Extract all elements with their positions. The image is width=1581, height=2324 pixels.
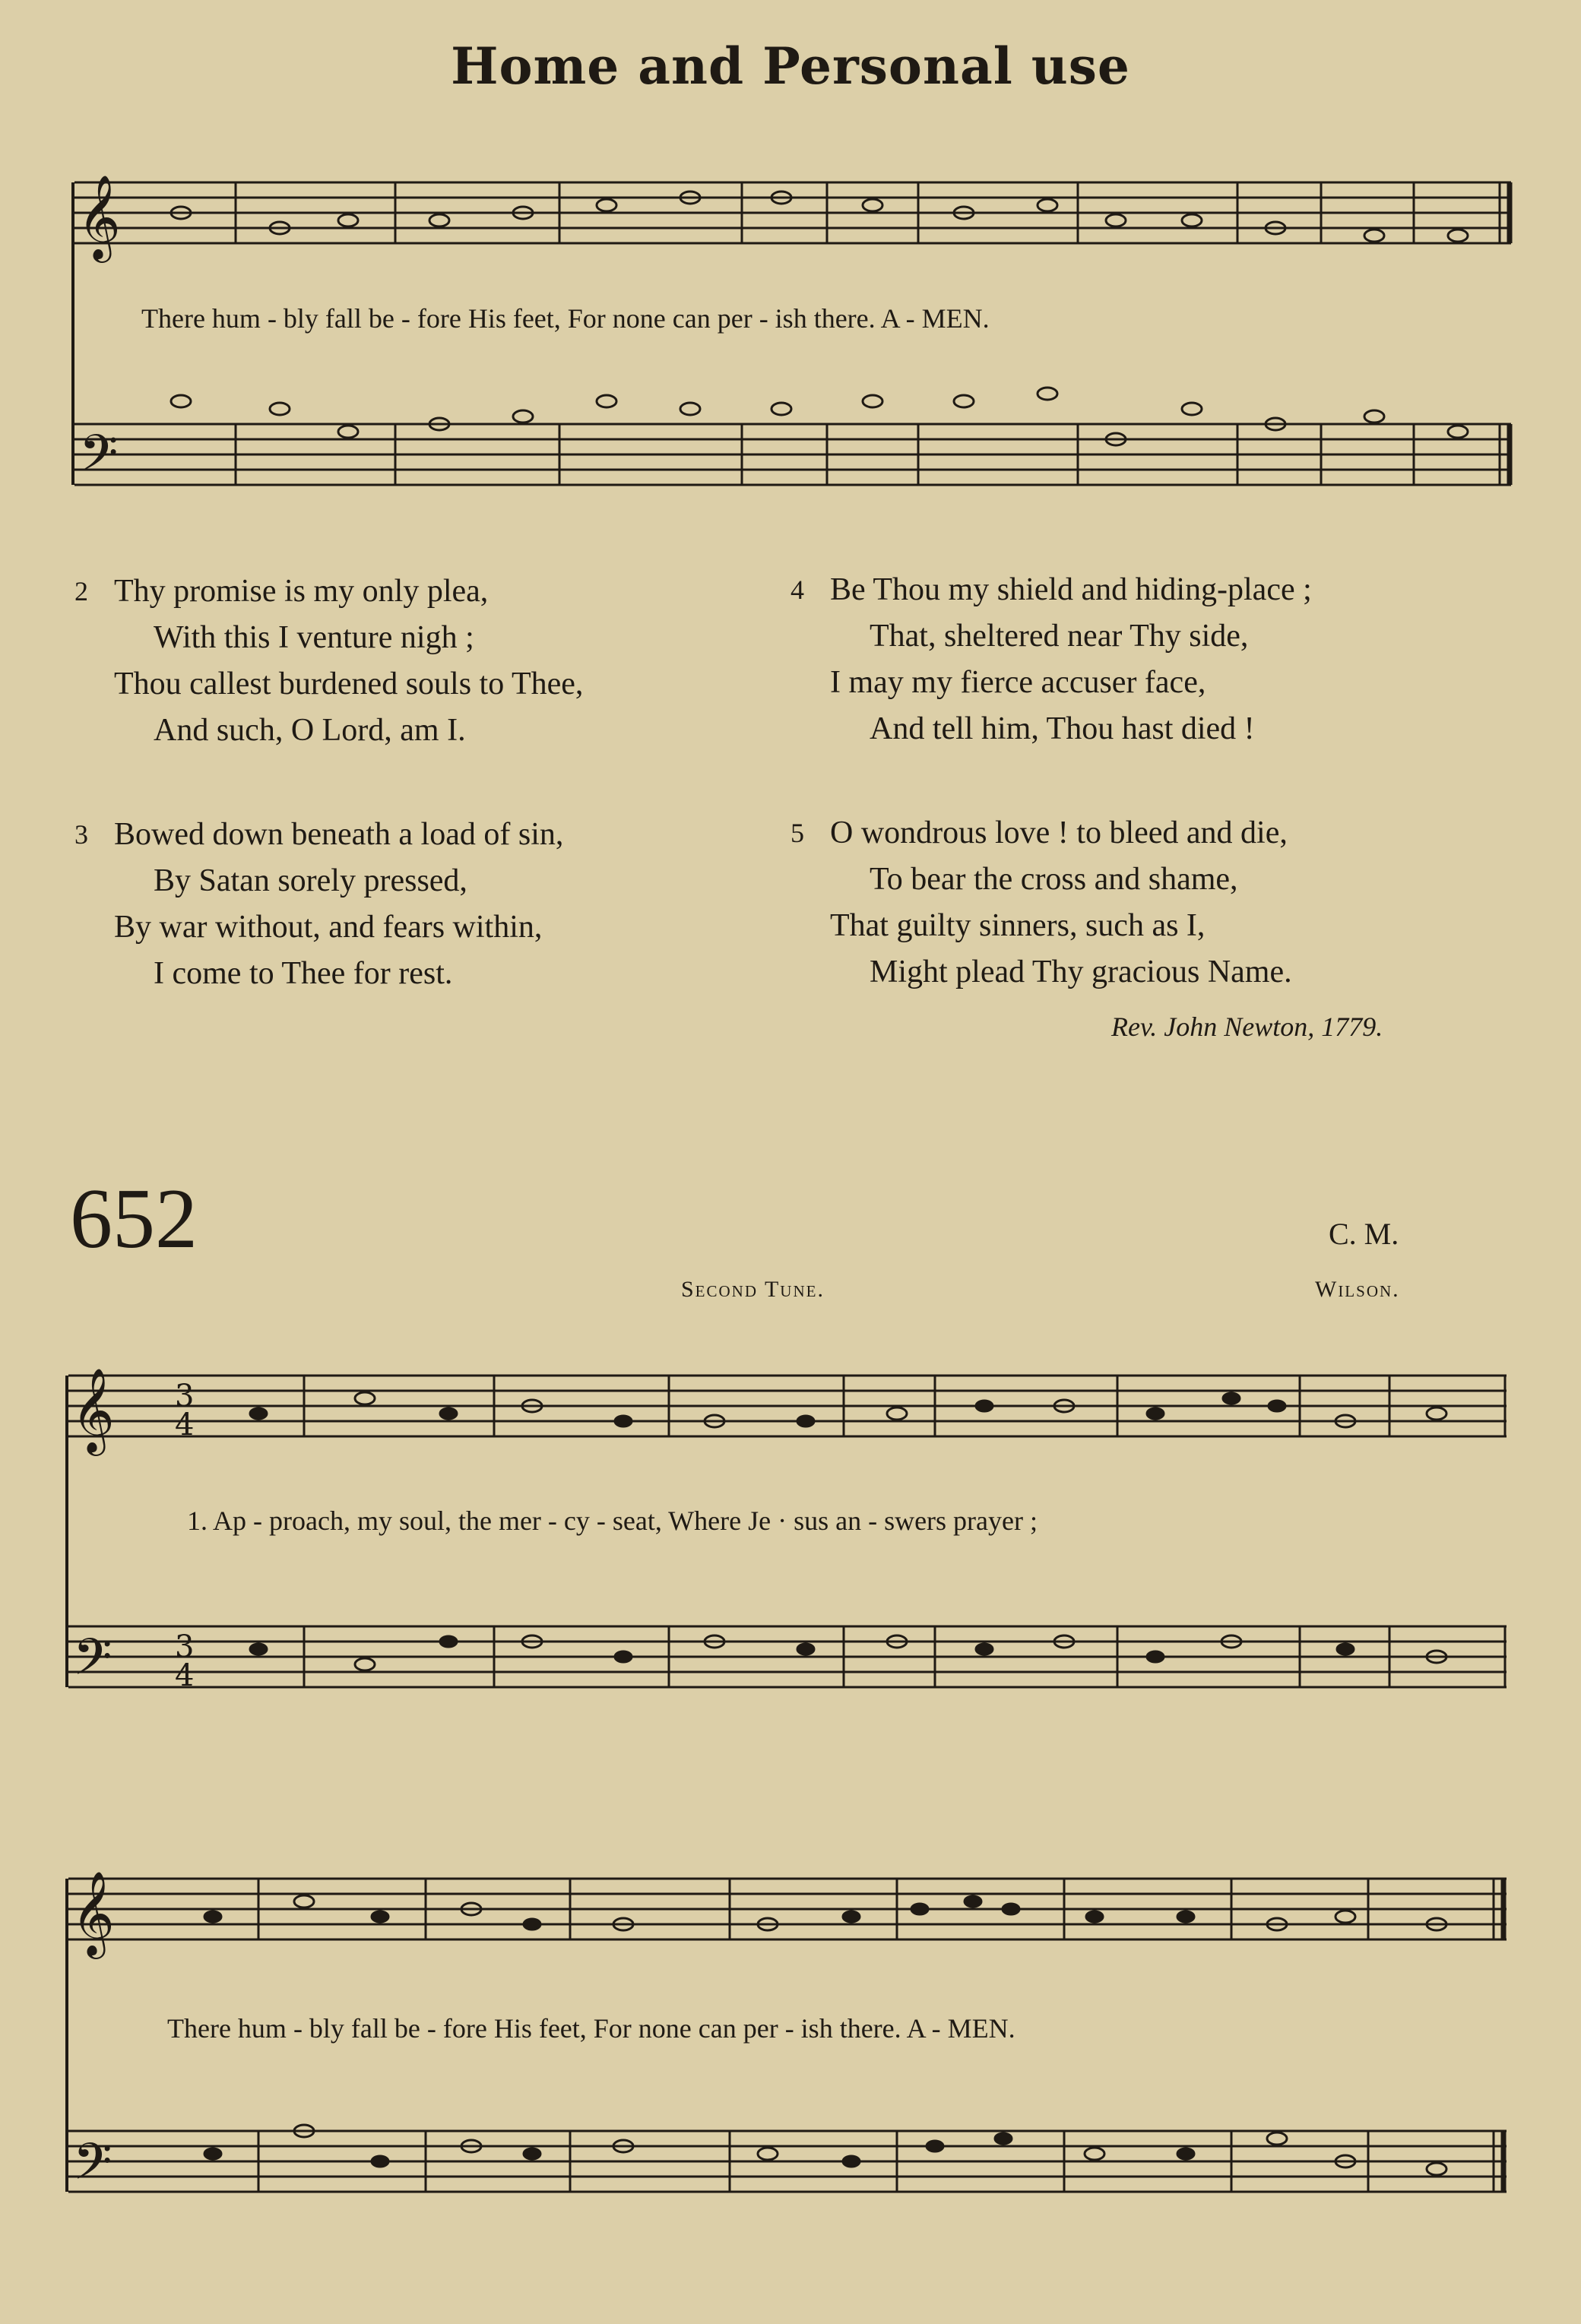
music-system-652-line-2: [61, 1842, 1528, 2248]
lyric-line-652-1: 1. Ap - proach, my soul, the mer - cy - seat, Where Je · sus an - swers prayer ;: [187, 1506, 1038, 1536]
verse-line: I come to Thee for rest.: [154, 956, 453, 991]
svg-text:𝄞: 𝄞: [71, 1870, 115, 1955]
author-credit: Rev. John Newton, 1779.: [1111, 1012, 1383, 1042]
verse-number: 4: [790, 575, 804, 605]
meter: C. M.: [1329, 1217, 1399, 1251]
svg-text:𝄢: 𝄢: [73, 1628, 112, 1699]
verse-line: By war without, and fears within,: [114, 910, 543, 945]
verse-line: To bear the cross and shame,: [870, 862, 1238, 897]
verse-2: [74, 568, 584, 754]
verse-line: And such, O Lord, am I.: [154, 713, 466, 748]
verse-line: With this I venture nigh ;: [154, 620, 474, 655]
verse-line: Bowed down beneath a load of sin,: [114, 817, 564, 852]
svg-text:𝄢: 𝄢: [79, 424, 119, 495]
music-system-652-line-1: [61, 1338, 1528, 1748]
verse-line: Might plead Thy gracious Name.: [870, 955, 1292, 989]
verse-line: That, sheltered near Thy side,: [870, 619, 1249, 654]
tune-label: Second Tune.: [681, 1277, 825, 1302]
verse-3: [74, 812, 564, 997]
svg-text:𝄞: 𝄞: [71, 1367, 115, 1452]
time-sig-top: 3: [175, 1379, 195, 1414]
hymn-number: 652: [70, 1172, 198, 1266]
verse-line: O wondrous love ! to bleed and die,: [830, 815, 1288, 850]
music-system-prev-hymn: [67, 143, 1526, 530]
time-sig-bottom: 4: [175, 1407, 195, 1442]
verse-line: Be Thou my shield and hiding-place ;: [830, 572, 1312, 607]
verse-line: Thy promise is my only plea,: [114, 574, 489, 609]
svg-text:4: 4: [175, 1658, 195, 1693]
svg-text:𝄞: 𝄞: [78, 174, 121, 259]
lyric-line-prev: There hum - bly fall be - fore His feet, For none can per - ish there. A - MEN.: [141, 303, 990, 334]
verse-number: 5: [790, 818, 804, 848]
verse-line: And tell him, Thou hast died !: [870, 711, 1255, 746]
verse-line: I may my fierce accuser face,: [830, 665, 1206, 700]
verse-4: [790, 567, 1312, 752]
page-title: Home and Personal use: [451, 36, 1130, 96]
svg-text:3: 3: [175, 1629, 195, 1664]
verse-line: By Satan sorely pressed,: [154, 863, 467, 898]
verse-number: 2: [74, 576, 88, 606]
verse-5: [790, 810, 1292, 996]
verse-line: That guilty sinners, such as I,: [830, 908, 1206, 943]
lyric-line-652-2: There hum - bly fall be - fore His feet, For none can per - ish there. A - MEN.: [167, 2013, 1015, 2044]
verse-number: 3: [74, 819, 88, 850]
verse-line: Thou callest burdened souls to Thee,: [114, 666, 584, 701]
composer: Wilson.: [1315, 1277, 1400, 1302]
svg-text:𝄢: 𝄢: [73, 2132, 112, 2203]
